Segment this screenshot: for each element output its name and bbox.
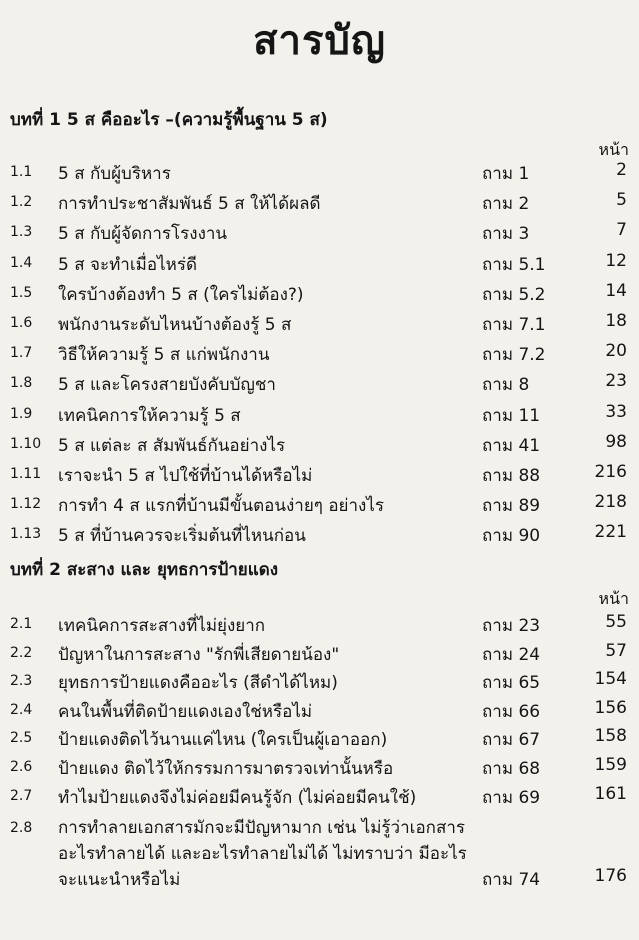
page-title: สารบัญ bbox=[253, 18, 386, 64]
entry-page-number: 176 bbox=[594, 866, 627, 886]
toc-entry bbox=[0, 432, 639, 462]
toc-entry bbox=[0, 402, 639, 432]
entry-number: 1.8 bbox=[10, 375, 33, 392]
entry-question-ref: ถาม 41 bbox=[482, 435, 541, 456]
entry-question-ref: ถาม 2 bbox=[482, 194, 530, 215]
entry-page-number: 12 bbox=[605, 250, 627, 271]
entry-question-ref: ถาม 5.2 bbox=[482, 284, 546, 305]
entry-number: 1.7 bbox=[10, 345, 33, 362]
entry-text: พนักงานระดับไหนบ้างต้องรู้ 5 ส bbox=[58, 315, 292, 335]
entry-number: 2.4 bbox=[10, 701, 33, 718]
entry-number: 1.3 bbox=[10, 224, 33, 241]
entry-text: ใครบ้างต้องทำ 5 ส (ใครไม่ต้อง?) bbox=[58, 284, 304, 305]
toc-entry bbox=[0, 371, 639, 401]
entry-number: 2.8 bbox=[10, 820, 33, 836]
entry-page-number: 161 bbox=[594, 783, 627, 804]
entry-number: 1.4 bbox=[10, 254, 33, 271]
chapter-2-heading: บทที่ 2 สะสาง และ ยุทธการป้ายแดง bbox=[10, 560, 279, 580]
entry-text: 5 ส กับผู้บริหาร bbox=[58, 164, 171, 184]
entry-page-number: 7 bbox=[616, 220, 627, 241]
entry-page-number: 221 bbox=[594, 522, 627, 543]
entry-text: 5 ส แต่ละ ส สัมพันธ์กันอย่างไร bbox=[58, 435, 286, 456]
entry-page-number: 159 bbox=[594, 755, 627, 775]
entry-page-number: 55 bbox=[605, 612, 627, 632]
entry-page-number: 216 bbox=[594, 462, 627, 482]
entry-page-number: 218 bbox=[594, 492, 627, 513]
entry-page-number: 154 bbox=[594, 669, 627, 690]
entry-question-ref: ถาม 65 bbox=[482, 673, 541, 694]
entry-text: 5 ส ที่บ้านควรจะเริ่มต้นที่ไหนก่อน bbox=[58, 526, 306, 547]
entry-question-ref: ถาม 11 bbox=[482, 405, 541, 426]
entry-text-line-2: อะไรทำลายได้ และอะไรทำลายไม่ได้ ไม่ทราบว่า มีอะไร bbox=[58, 844, 467, 864]
entry-text: การทำประชาสัมพันธ์ 5 ส ให้ได้ผลดี bbox=[58, 194, 321, 215]
toc-entry bbox=[0, 698, 639, 728]
entry-text-line-3: จะแนะนำหรือไม่ bbox=[58, 870, 181, 890]
toc-entry bbox=[0, 341, 639, 371]
entry-number: 1.9 bbox=[10, 405, 33, 422]
entry-page-number: 20 bbox=[605, 341, 627, 362]
entry-text: 5 ส จะทำเมื่อไหร่ดี bbox=[58, 254, 197, 275]
entry-page-number: 33 bbox=[605, 401, 627, 422]
entry-question-ref: ถาม 1 bbox=[482, 164, 530, 184]
entry-question-ref: ถาม 66 bbox=[482, 701, 541, 722]
entry-text: เทคนิคการให้ความรู้ 5 ส bbox=[58, 405, 241, 426]
entry-question-ref: ถาม 7.2 bbox=[482, 345, 546, 366]
toc-entry bbox=[0, 251, 639, 281]
entry-question-ref: ถาม 67 bbox=[482, 730, 541, 751]
entry-page-number: 98 bbox=[605, 431, 627, 452]
entry-text: เราจะนำ 5 ส ไปใช้ที่บ้านได้หรือไม่ bbox=[58, 466, 313, 486]
entry-page-number: 14 bbox=[605, 280, 627, 301]
entry-text-line-1: การทำลายเอกสารมักจะมีปัญหามาก เช่น ไม่รู้ว่าเอกสาร bbox=[58, 818, 466, 838]
entry-text: ยุทธการป้ายแดงคืออะไร (สีดำได้ไหม) bbox=[58, 673, 338, 694]
entry-number: 2.6 bbox=[10, 759, 33, 775]
entry-text: การทำ 4 ส แรกที่บ้านมีขั้นตอนง่ายๆ อย่างไร bbox=[58, 496, 385, 517]
entry-text: วิธีให้ความรู้ 5 ส แก่พนักงาน bbox=[58, 345, 270, 366]
chapter-2-page-label: หน้า bbox=[598, 589, 629, 608]
entry-number: 2.3 bbox=[10, 673, 33, 690]
entry-question-ref: ถาม 7.1 bbox=[482, 315, 546, 335]
entry-question-ref: ถาม 8 bbox=[482, 375, 530, 396]
entry-page-number: 158 bbox=[594, 726, 627, 747]
entry-page-number: 57 bbox=[605, 640, 627, 661]
entry-question-ref: ถาม 5.1 bbox=[482, 254, 546, 275]
entry-text: ป้ายแดงติดไว้นานแค่ไหน (ใครเป็นผู้เอาออก) bbox=[58, 730, 388, 751]
entry-number: 2.5 bbox=[10, 730, 33, 747]
toc-entry bbox=[0, 612, 639, 642]
entry-number: 1.2 bbox=[10, 194, 33, 211]
entry-number: 2.1 bbox=[10, 616, 33, 632]
entry-question-ref: ถาม 88 bbox=[482, 466, 541, 486]
entry-question-ref: ถาม 68 bbox=[482, 759, 541, 779]
toc-entry bbox=[0, 726, 639, 756]
entry-number: 1.10 bbox=[10, 435, 42, 452]
entry-question-ref: ถาม 24 bbox=[482, 644, 541, 665]
entry-number: 1.11 bbox=[10, 466, 42, 482]
toc-entry bbox=[0, 522, 639, 552]
entry-question-ref: ถาม 90 bbox=[482, 526, 541, 547]
entry-text: 5 ส และโครงสายบังคับบัญชา bbox=[58, 375, 276, 396]
entry-page-number: 2 bbox=[616, 160, 627, 180]
entry-text: ป้ายแดง ติดไว้ให้กรรมการมาตรวจเท่านั้นหรือ bbox=[58, 759, 394, 779]
toc-entry bbox=[0, 492, 639, 522]
toc-entry bbox=[0, 641, 639, 671]
entry-question-ref: ถาม 69 bbox=[482, 787, 541, 808]
entry-page-number: 156 bbox=[594, 697, 627, 718]
toc-entry bbox=[0, 755, 639, 785]
entry-text: ทำไมป้ายแดงจึงไม่ค่อยมีคนรู้จัก (ไม่ค่อยมีคนใช้) bbox=[58, 787, 417, 808]
entry-question-ref: ถาม 3 bbox=[482, 224, 530, 245]
toc-entry bbox=[0, 220, 639, 250]
toc-entry bbox=[0, 784, 639, 814]
entry-number: 1.5 bbox=[10, 284, 33, 301]
entry-question-ref: ถาม 89 bbox=[482, 496, 541, 517]
entry-text: คนในพื้นที่ติดป้ายแดงเองใช่หรือไม่ bbox=[58, 701, 313, 722]
chapter-1-page-label: หน้า bbox=[598, 140, 629, 159]
entry-number: 2.7 bbox=[10, 787, 33, 804]
entry-number: 1.12 bbox=[10, 496, 42, 513]
entry-number: 2.2 bbox=[10, 644, 33, 661]
entry-text: ปัญหาในการสะสาง "รักพี่เสียดายน้อง" bbox=[58, 644, 340, 665]
toc-entry bbox=[0, 160, 639, 190]
entry-number: 1.13 bbox=[10, 526, 42, 543]
entry-question-ref: ถาม 74 bbox=[482, 870, 541, 890]
entry-text: เทคนิคการสะสางที่ไม่ยุ่งยาก bbox=[58, 616, 266, 636]
entry-number: 1.1 bbox=[10, 164, 33, 180]
entry-page-number: 18 bbox=[605, 311, 627, 331]
toc-entry bbox=[0, 311, 639, 341]
toc-entry bbox=[0, 669, 639, 699]
entry-page-number: 5 bbox=[616, 190, 627, 211]
chapter-1-heading: บทที่ 1 5 ส คืออะไร –(ความรู้พื้นฐาน 5 ส) bbox=[10, 110, 328, 130]
entry-number: 1.6 bbox=[10, 315, 33, 331]
toc-entry bbox=[0, 462, 639, 492]
entry-text: 5 ส กับผู้จัดการโรงงาน bbox=[58, 224, 228, 245]
entry-question-ref: ถาม 23 bbox=[482, 616, 541, 636]
entry-page-number: 23 bbox=[605, 371, 627, 392]
toc-entry bbox=[0, 190, 639, 220]
toc-entry bbox=[0, 281, 639, 311]
